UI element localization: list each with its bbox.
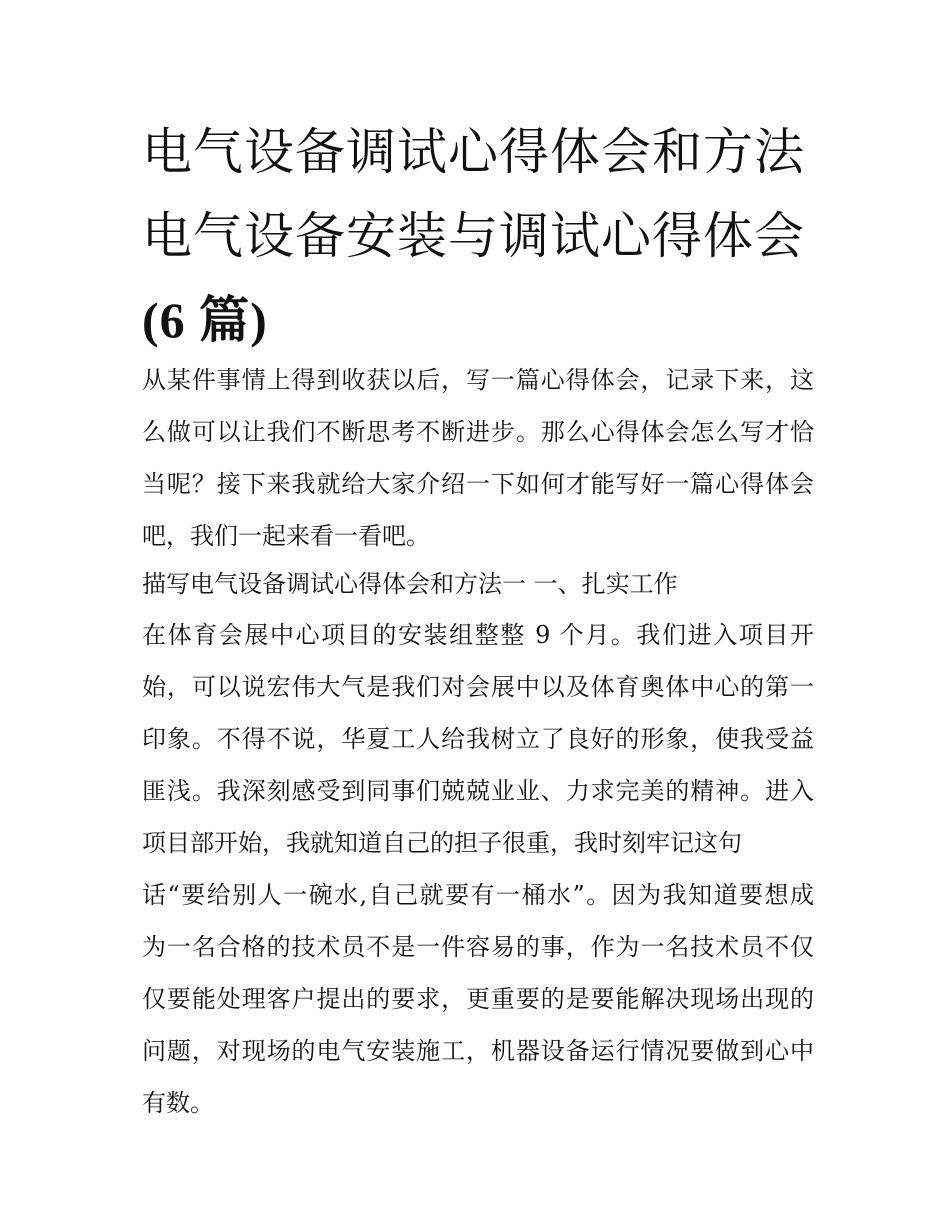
text-line: 仅要能处理客户提出的要求，更重要的是要能解决现场出现的	[142, 985, 814, 1013]
text-line: 话“要给别人一碗水,自己就要有一桶水”。因为我知道要想成	[142, 881, 814, 909]
document-title	[142, 110, 822, 362]
section-heading	[142, 558, 814, 610]
text-line: 当呢？接下来我就给大家介绍一下如何才能写好一篇心得体会	[142, 470, 814, 498]
text-line: 么做可以让我们不断思考不断进步。那么心得体会怎么写才恰	[142, 418, 814, 446]
text-line: 印象。不得不说，华夏工人给我树立了良好的形象，使我受益	[142, 725, 814, 753]
text-line: 在体育会展中心项目的安装组整整 9 个月。我们进入项目开	[142, 621, 814, 649]
text-line: 从某件事情上得到收获以后，写一篇心得体会，记录下来，这	[142, 366, 814, 394]
title-line: (6 篇)	[142, 292, 268, 348]
text-line: 始，可以说宏伟大气是我们对会展中以及体育奥体中心的第一	[142, 673, 814, 701]
text-line: 描写电气设备调试心得体会和方法一 一、扎实工作	[142, 570, 678, 598]
text-line: 有数。	[142, 1089, 214, 1117]
title-line: 电气设备调试心得体会和方法	[142, 123, 805, 181]
text-line: 问题，对现场的电气安装施工，机器设备运行情况要做到心中	[142, 1037, 814, 1065]
body-paragraph	[142, 609, 814, 1129]
text-line: 项目部开始，我就知道自己的担子很重，我时刻牢记这句	[142, 829, 742, 857]
text-line: 为一名合格的技术员不是一件容易的事，作为一名技术员不仅	[142, 933, 814, 961]
text-line: 吧，我们一起来看一看吧。	[142, 522, 430, 550]
title-line: 电气设备安装与调试心得体会	[142, 207, 805, 265]
intro-paragraph	[142, 354, 814, 562]
text-line: 匪浅。我深刻感受到同事们兢兢业业、力求完美的精神。进入	[142, 777, 814, 805]
